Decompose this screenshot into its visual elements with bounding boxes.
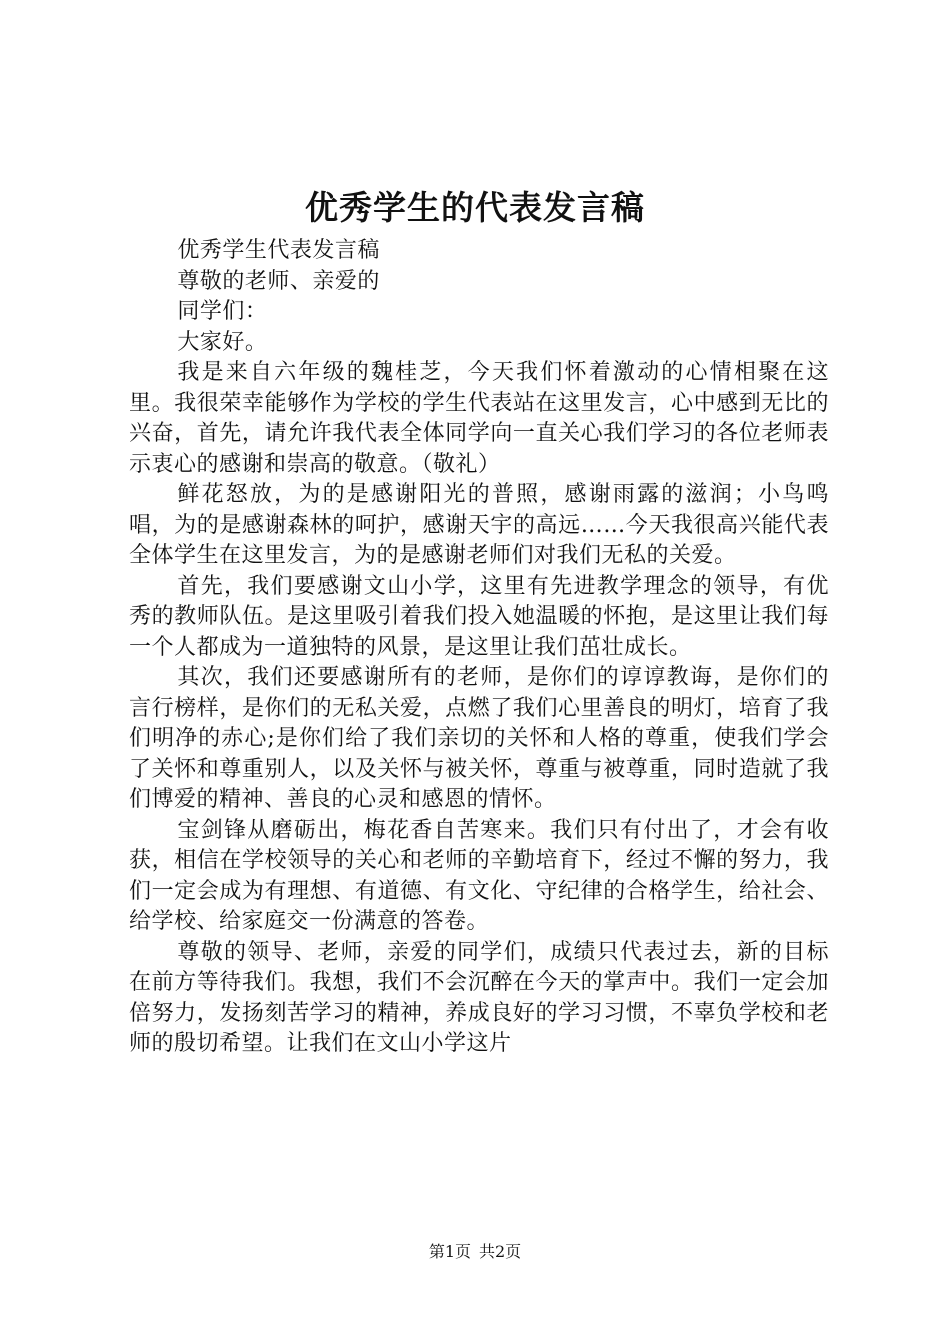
paragraph-effort: 宝剑锋从磨砺出，梅花香自苦寒来。我们只有付出了，才会有收获，相信在学校领导的关心和老师的辛勤培育下，经过不懈的努力，我们一定会成为有理想、有道德、有文化、守纪律的合格学生，给社会、给学校、给家庭交一份满意的答卷。 xyxy=(129,817,829,934)
paragraph-gratitude: 鲜花怒放，为的是感谢阳光的普照，感谢雨露的滋润；小鸟鸣唱，为的是感谢森林的呵护，感谢天宇的高远……今天我很高兴能代表全体学生在这里发言，为的是感谢老师们对我们无私的关爱。 xyxy=(129,482,829,568)
paragraph-intro: 我是来自六年级的魏桂芝，今天我们怀着激动的心情相聚在这里。我很荣幸能够作为学校的学生代表站在这里发言，心中感到无比的兴奋，首先，请允许我代表全体同学向一直关心我们学习的各位老师表示衷心的感谢和崇高的敬意。（敬礼） xyxy=(129,360,829,477)
paragraph-teachers: 其次，我们还要感谢所有的老师，是你们的谆谆教诲，是你们的言行榜样，是你们的无私关爱，点燃了我们心里善良的明灯，培育了我们明净的赤心;是你们给了我们亲切的关怀和人格的尊重，使我们学会了关怀和尊重别人，以及关怀与被关怀，尊重与被尊重，同时造就了我们博爱的精神、善良的心灵和感恩的情怀。 xyxy=(129,665,829,812)
paragraph-salutation-cont: 同学们： xyxy=(177,299,268,324)
document-title: 优秀学生的代表发言稿 xyxy=(305,188,645,227)
paragraph-school: 首先，我们要感谢文山小学，这里有先进教学理念的领导，有优秀的教师队伍。是这里吸引着我们投入她温暖的怀抱，是这里让我们每一个人都成为一道独特的风景，是这里让我们茁壮成长。 xyxy=(129,573,829,660)
paragraph-salutation: 尊敬的老师、亲爱的 xyxy=(177,268,380,294)
page-footer xyxy=(0,1240,950,1264)
page-number: 第1页 xyxy=(428,1242,471,1261)
page-total: 共2页 xyxy=(479,1242,522,1261)
paragraph-greeting: 大家好。 xyxy=(177,329,268,355)
paragraph-heading: 优秀学生代表发言稿 xyxy=(177,238,380,263)
paragraph-future: 尊敬的领导、老师，亲爱的同学们，成绩只代表过去，新的目标在前方等待我们。我想，我们不会沉醉在今天的掌声中。我们一定会加倍努力，发扬刻苦学习的精神，养成良好的学习习惯，不辜负学校和老师的殷切希望。让我们在文山小学这片 xyxy=(129,939,829,1056)
document-body xyxy=(129,236,829,1060)
